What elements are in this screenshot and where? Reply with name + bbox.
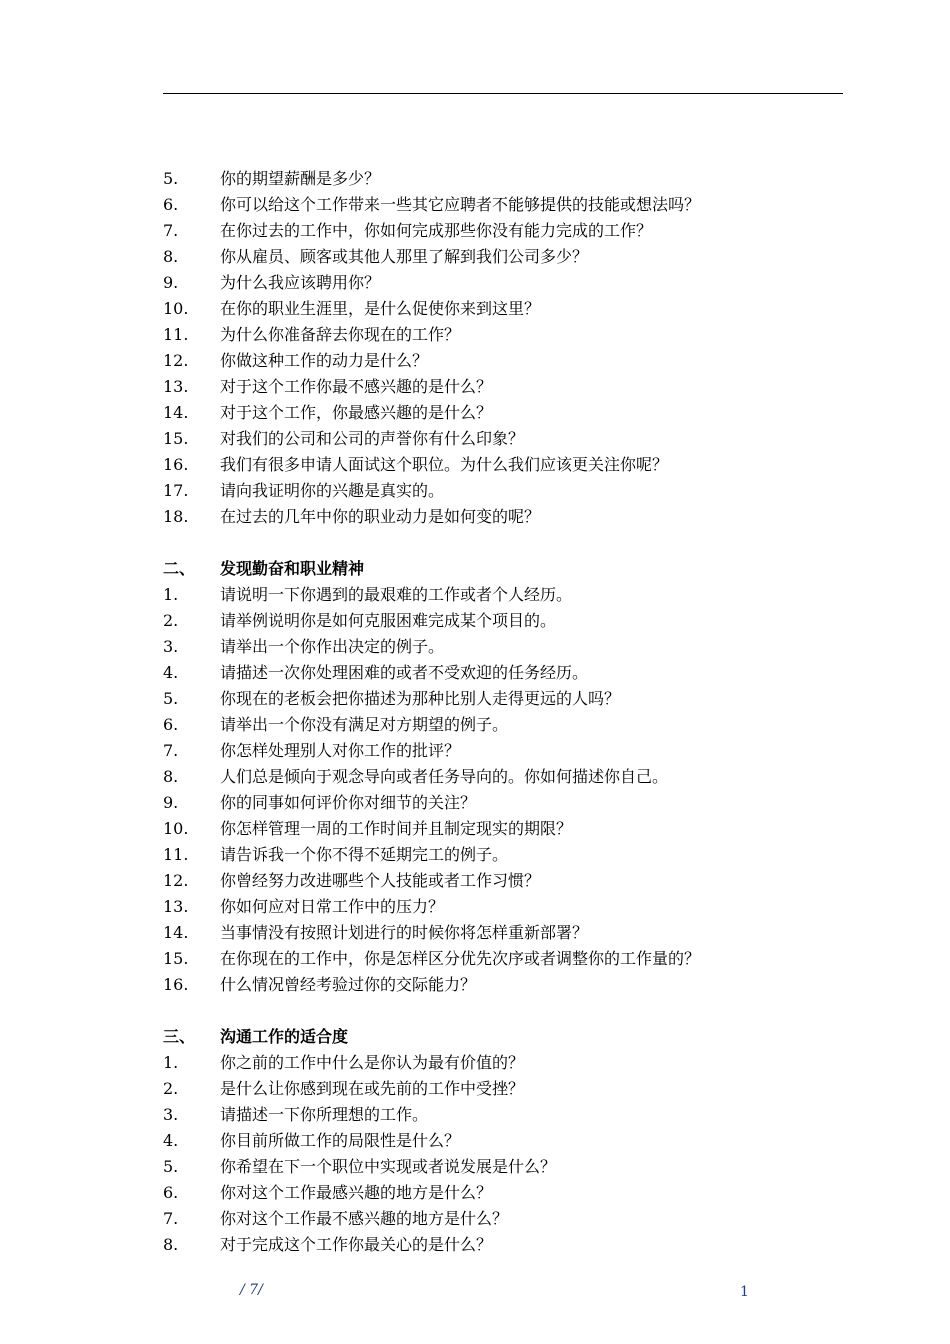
list-item: [163, 374, 843, 400]
item-text: 请描述一次你处理困难的或者不受欢迎的任务经历。: [220, 663, 589, 682]
list-item: [163, 1128, 843, 1154]
header-rule: [163, 93, 843, 94]
list-item: [163, 452, 843, 478]
item-number: 10.: [163, 299, 189, 318]
item-text: 你曾经努力改进哪些个人技能或者工作习惯？: [220, 871, 541, 890]
list-item: [163, 426, 843, 452]
item-text: 你之前的工作中什么是你认为最有价值的？: [220, 1053, 525, 1072]
list-item: [163, 1180, 843, 1206]
item-text: 为什么你准备辞去你现在的工作？: [220, 325, 461, 344]
item-number: 18.: [163, 507, 189, 526]
item-text: 在过去的几年中你的职业动力是如何变的呢？: [220, 507, 541, 526]
item-number: 14.: [163, 923, 189, 942]
item-text: 对我们的公司和公司的声誉你有什么印象？: [220, 429, 525, 448]
item-number: 10.: [163, 819, 189, 838]
item-text: 请举出一个你作出决定的例子。: [220, 637, 445, 656]
document-body: [163, 166, 843, 1258]
item-number: 2.: [163, 611, 179, 630]
section-title: 沟通工作的适合度: [220, 1027, 349, 1046]
list-item: [163, 842, 843, 868]
item-text: 人们总是倾向于观念导向或者任务导向的。你如何描述你自己。: [220, 767, 669, 786]
item-text: 对于这个工作你最不感兴趣的是什么？: [220, 377, 493, 396]
item-text: 你对这个工作最感兴趣的地方是什么？: [220, 1183, 493, 1202]
item-number: 14.: [163, 403, 189, 422]
section-heading-2: [163, 556, 843, 582]
list-item: [163, 270, 843, 296]
list-item: [163, 634, 843, 660]
item-text: 你怎样处理别人对你工作的批评？: [220, 741, 461, 760]
item-number: 8.: [163, 1235, 179, 1254]
item-number: 5.: [163, 1157, 179, 1176]
section-title: 发现勤奋和职业精神: [220, 559, 365, 578]
list-item: [163, 816, 843, 842]
list-intro: [163, 166, 843, 530]
list-item: [163, 790, 843, 816]
item-text: 你做这种工作的动力是什么？: [220, 351, 429, 370]
list-item: [163, 218, 843, 244]
item-number: 1.: [163, 585, 179, 604]
list-item: [163, 478, 843, 504]
item-number: 8.: [163, 767, 179, 786]
list-item: [163, 946, 843, 972]
section-number: 二、: [163, 559, 196, 578]
item-text: 请举例说明你是如何克服困难完成某个项目的。: [220, 611, 557, 630]
item-text: 对于完成这个工作你最关心的是什么？: [220, 1235, 493, 1254]
item-number: 11.: [163, 845, 189, 864]
list-item: [163, 244, 843, 270]
item-number: 6.: [163, 715, 179, 734]
list-item: [163, 582, 843, 608]
item-number: 16.: [163, 975, 189, 994]
item-number: 12.: [163, 871, 189, 890]
list-item: [163, 192, 843, 218]
item-text: 请举出一个你没有满足对方期望的例子。: [220, 715, 509, 734]
item-number: 1.: [163, 1053, 179, 1072]
list-item: [163, 764, 843, 790]
item-text: 为什么我应该聘用你？: [220, 273, 381, 292]
list-item: [163, 504, 843, 530]
item-text: 我们有很多申请人面试这个职位。为什么我们应该更关注你呢？: [220, 455, 669, 474]
list-item: [163, 166, 843, 192]
item-number: 16.: [163, 455, 189, 474]
list-section-2: [163, 582, 843, 998]
item-text: 你对这个工作最不感兴趣的地方是什么？: [220, 1209, 509, 1228]
list-item: [163, 712, 843, 738]
item-text: 是什么让你感到现在或先前的工作中受挫？: [220, 1079, 525, 1098]
item-text: 请描述一下你所理想的工作。: [220, 1105, 429, 1124]
list-section-3: [163, 1050, 843, 1258]
footer-page-number: 1: [740, 1284, 749, 1300]
list-item: [163, 322, 843, 348]
item-number: 7.: [163, 741, 179, 760]
item-text: 对于这个工作，你最感兴趣的是什么？: [220, 403, 493, 422]
item-text: 你怎样管理一周的工作时间并且制定现实的期限？: [220, 819, 573, 838]
item-number: 13.: [163, 377, 189, 396]
list-item: [163, 1102, 843, 1128]
item-text: 请告诉我一个你不得不延期完工的例子。: [220, 845, 509, 864]
item-number: 6.: [163, 1183, 179, 1202]
item-number: 4.: [163, 663, 179, 682]
list-item: [163, 1232, 843, 1258]
item-text: 你希望在下一个职位中实现或者说发展是什么？: [220, 1157, 557, 1176]
item-number: 3.: [163, 1105, 179, 1124]
section-heading-3: [163, 1024, 843, 1050]
item-number: 3.: [163, 637, 179, 656]
item-text: 请向我证明你的兴趣是真实的。: [220, 481, 445, 500]
list-item: [163, 972, 843, 998]
item-text: 你目前所做工作的局限性是什么？: [220, 1131, 461, 1150]
item-text: 你如何应对日常工作中的压力？: [220, 897, 445, 916]
item-number: 15.: [163, 949, 189, 968]
item-text: 在你现在的工作中，你是怎样区分优先次序或者调整你的工作量的？: [220, 949, 701, 968]
section-gap: [163, 530, 843, 556]
item-number: 9.: [163, 273, 179, 292]
section-gap: [163, 998, 843, 1024]
list-item: [163, 1050, 843, 1076]
list-item: [163, 1076, 843, 1102]
item-number: 15.: [163, 429, 189, 448]
list-item: [163, 920, 843, 946]
item-number: 5.: [163, 689, 179, 708]
item-number: 7.: [163, 221, 179, 240]
item-number: 2.: [163, 1079, 179, 1098]
item-text: 你的期望薪酬是多少？: [220, 169, 381, 188]
list-item: [163, 660, 843, 686]
item-text: 你现在的老板会把你描述为那种比别人走得更远的人吗？: [220, 689, 621, 708]
list-item: [163, 608, 843, 634]
item-number: 11.: [163, 325, 189, 344]
list-item: [163, 868, 843, 894]
item-number: 7.: [163, 1209, 179, 1228]
item-number: 5.: [163, 169, 179, 188]
item-number: 12.: [163, 351, 189, 370]
list-item: [163, 686, 843, 712]
item-number: 4.: [163, 1131, 179, 1150]
item-text: 你可以给这个工作带来一些其它应聘者不能够提供的技能或想法吗？: [220, 195, 701, 214]
item-number: 6.: [163, 195, 179, 214]
item-text: 你从雇员、顾客或其他人那里了解到我们公司多少？: [220, 247, 589, 266]
list-item: [163, 348, 843, 374]
list-item: [163, 738, 843, 764]
item-text: 在你的职业生涯里，是什么促使你来到这里？: [220, 299, 541, 318]
section-number: 三、: [163, 1027, 196, 1046]
list-item: [163, 894, 843, 920]
item-text: 什么情况曾经考验过你的交际能力？: [220, 975, 477, 994]
footer-page-total: / 7/: [240, 1282, 263, 1298]
item-number: 9.: [163, 793, 179, 812]
item-number: 13.: [163, 897, 189, 916]
list-item: [163, 296, 843, 322]
list-item: [163, 1206, 843, 1232]
item-text: 当事情没有按照计划进行的时候你将怎样重新部署？: [220, 923, 589, 942]
item-text: 请说明一下你遇到的最艰难的工作或者个人经历。: [220, 585, 573, 604]
item-number: 17.: [163, 481, 189, 500]
list-item: [163, 400, 843, 426]
item-text: 你的同事如何评价你对细节的关注？: [220, 793, 477, 812]
item-number: 8.: [163, 247, 179, 266]
item-text: 在你过去的工作中，你如何完成那些你没有能力完成的工作？: [220, 221, 653, 240]
list-item: [163, 1154, 843, 1180]
